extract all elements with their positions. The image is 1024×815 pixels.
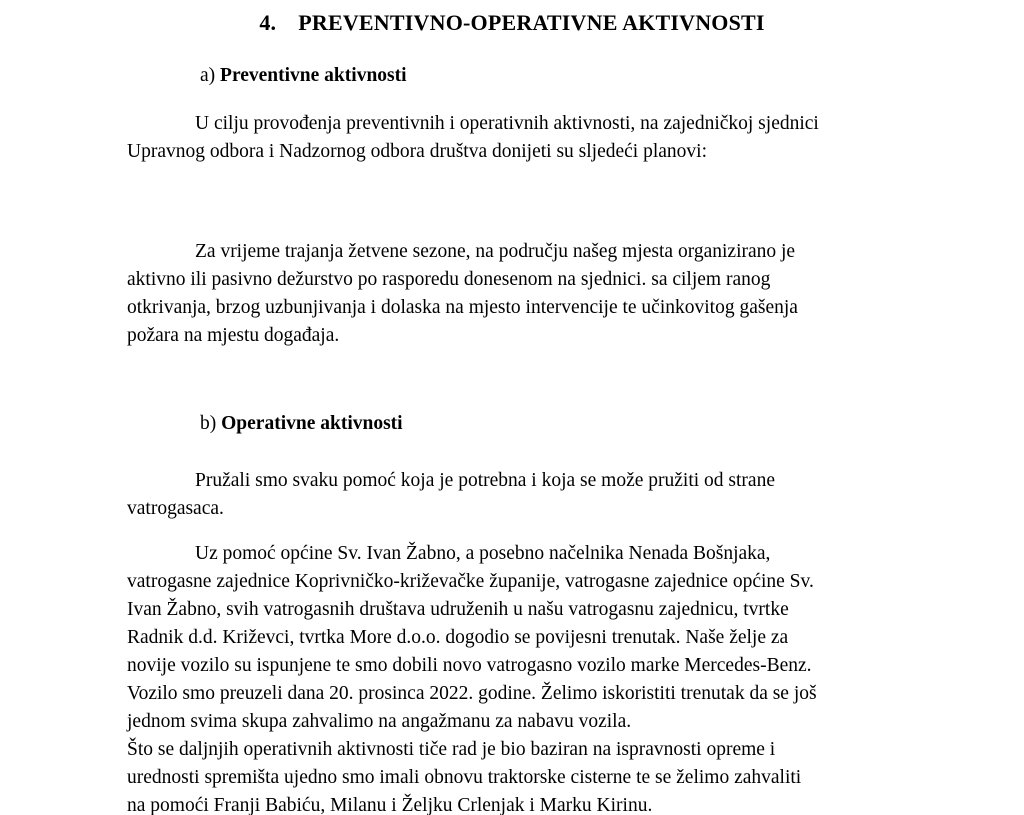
paragraph-novo-vozilo [127,540,937,736]
document-title [0,8,1024,38]
section-heading-preventivne [200,62,407,90]
section-heading-operativne [200,410,403,438]
title-text: PREVENTIVNO-OPERATIVNE AKTIVNOSTI [298,10,765,35]
paragraph-zetvena-sezona [127,238,937,350]
text-line: Ivan Žabno, svih vatrogasnih društava udruženih u našu vatrogasnu zajednicu, tvrtke [127,599,789,620]
section-prefix: b) [200,413,217,434]
text-line: na pomoći Franji Babiću, Milanu i Željku Crlenjak i Marku Kirinu. [127,795,653,815]
text-line: novije vozilo su ispunjene te smo dobili novo vatrogasno vozilo marke Mercedes-Benz. [127,655,812,676]
text-line: U cilju provođenja preventivnih i operativnih aktivnosti, na zajedničkoj sjednici [195,113,819,134]
text-line: vatrogasne zajednice Koprivničko-križevačke županije, vatrogasne zajednice općine Sv. [127,571,814,592]
paragraph-daljnje-aktivnosti [127,736,937,815]
paragraph-pomoc-vatrogasaca [127,467,937,523]
text-line: Pružali smo svaku pomoć koja je potrebna i koja se može pružiti od strane [195,470,775,491]
section-prefix: a) [200,65,216,86]
text-line: Što se daljnjih operativnih aktivnosti tiče rad je bio baziran na ispravnosti opreme i [127,739,776,760]
text-line: otkrivanja, brzog uzbunjivanja i dolaska na mjesto intervencije te učinkovitog gašenja [127,297,798,318]
text-line: urednosti spremišta ujedno smo imali obnovu traktorske cisterne te se želimo zahvaliti [127,767,802,788]
text-line: jednom svima skupa zahvalimo na angažmanu za nabavu vozila. [127,711,632,732]
text-line: požara na mjestu događaja. [127,325,340,346]
text-line: vatrogasaca. [127,498,224,519]
text-line: aktivno ili pasivno dežurstvo po rasporedu donesenom na sjednici. sa ciljem ranog [127,269,771,290]
text-line: Radnik d.d. Križevci, tvrtka More d.o.o. dogodio se povijesni trenutak. Naše želje za [127,627,789,648]
text-line: Za vrijeme trajanja žetvene sezone, na području našeg mjesta organizirano je [195,241,796,262]
title-number: 4. [259,10,277,35]
section-label: Operativne aktivnosti [221,413,403,434]
paragraph-planovi [127,110,937,166]
text-line: Uz pomoć općine Sv. Ivan Žabno, a posebno načelnika Nenada Bošnjaka, [195,543,771,564]
text-line: Upravnog odbora i Nadzornog odbora društva donijeti su sljedeći planovi: [127,141,707,162]
section-label: Preventivne aktivnosti [220,65,407,86]
text-line: Vozilo smo preuzeli dana 20. prosinca 2022. godine. Želimo iskoristiti trenutak da se još [127,683,817,704]
